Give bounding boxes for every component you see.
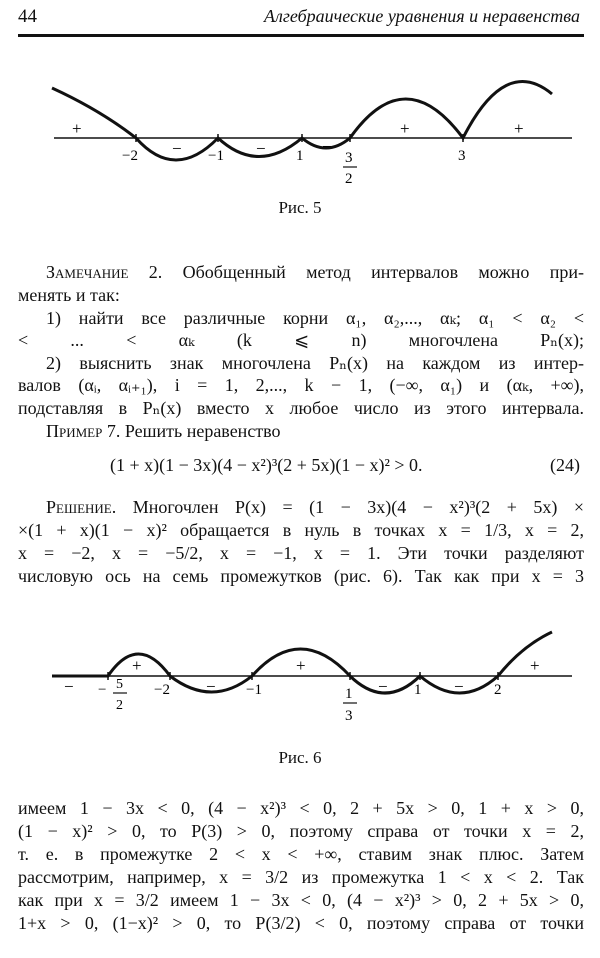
fig5-sign: − [322,137,332,156]
fig6-tick-label: 1 [345,686,353,702]
remark-line: < ... < αₖ (k ⩽ n) многочлена Pₙ(x); [18,330,584,350]
page-number: 44 [18,6,37,27]
fig5-sign: + [400,119,410,138]
figure-5-caption: Рис. 5 [278,198,322,217]
fig6-sign: − [206,677,216,696]
fig5-tick-label: −1 [208,148,224,164]
fig6-tick-label: −2 [154,682,170,698]
fig6-sign: − [378,677,388,696]
fig5-sign: + [72,119,82,138]
fig5-tick-label: −2 [122,148,138,164]
continuation-line: рассмотрим, например, x = 3/2 из промежутка 1 < x < 2. Так [18,867,584,887]
solution-line: числовую ось на семь промежутков (рис. 6). Так как при x = 3 [18,566,584,586]
equation-number: (24) [550,455,580,475]
remark-line: 2) выяснить знак многочлена Pₙ(x) на каждом из интер- [46,353,584,373]
continuation-line: имеем 1 − 3x < 0, (4 − x²)³ < 0, 2 + 5x > 0, 1 + x > 0, [18,798,584,818]
equation-24 [18,455,584,479]
fig5-sign: − [256,139,266,158]
fig5-sign: − [172,139,182,158]
remark-line: подставляя в Pₙ(x) вместо x любое число из этого интервала. [18,398,584,418]
fig5-tick-label: 1 [296,148,304,164]
fig6-tick-label: − [98,682,107,698]
continuation-line: как при x = 3/2 имеем 1 − 3x < 0, (4 − x²)³ > 0, 2 + 5x > 0, [18,890,584,910]
fig5-tick-label: 3 [458,148,466,164]
fig6-sign: + [296,656,306,675]
fig6-sign: − [64,677,74,696]
remark-line: валов (αᵢ, αᵢ₊₁), i = 1, 2,..., k − 1, (−∞, α₁) и (αₖ, +∞), [18,375,584,395]
fig6-tick-label: 1 [414,682,422,698]
equation-body: (1 + x)(1 − 3x)(4 − x²)³(2 + 5x)(1 − x)² > 0. [110,455,423,475]
fig6-sign: + [132,656,142,675]
remark-line: Замечание 2. Обобщенный метод интервалов можно при- [46,262,585,282]
solution-heading: Решение. [46,497,117,517]
fig6-sign: − [454,677,464,696]
continuation-line: т. е. в промежутке 2 < x < +∞, ставим знак плюс. Затем [18,844,584,864]
fig6-tick-label: 2 [494,682,502,698]
remark-line: менять и так: [18,285,120,305]
continuation-line: (1 − x)² > 0, то P(3) > 0, поэтому справа от точки x = 2, [18,821,584,841]
example-line: Пример 7. Решить неравенство [46,421,281,441]
fig6-sign: + [530,656,540,675]
fig6-tick-label: 2 [116,698,123,713]
fig5-tick-label: 2 [345,171,353,187]
continuation-line: 1+x > 0, (1−x)² > 0, то P(3/2) < 0, поэтому справа от точки [18,913,584,933]
fig5-tick-label: 3 [345,150,353,166]
figure-6 [0,622,600,732]
fig6-tick-label: 5 [116,677,123,692]
fig5-sign: + [514,119,524,138]
fig6-tick-label: −1 [246,682,262,698]
running-title: Алгебраические уравнения и неравенства [263,6,580,26]
figure-5 [0,70,600,195]
remark-line: 1) найти все различные корни α₁, α₂,..., αₖ; α₁ < α₂ < [46,308,584,328]
remark-heading: Замечание 2. [46,262,163,282]
solution-line: Решение. Многочлен P(x) = (1 − 3x)(4 − x²)³(2 + 5x) × [46,497,584,517]
example-heading: Пример 7. [46,421,121,441]
solution-line: x = −2, x = −5/2, x = −1, x = 1. Эти точки разделяют [18,543,584,563]
solution-line: ×(1 + x)(1 − x)² обращается в нуль в точках x = 1/3, x = 2, [18,520,584,540]
page-header [18,6,584,32]
fig6-tick-label: 3 [345,708,353,724]
header-rule [18,34,584,37]
figure-6-caption: Рис. 6 [278,748,322,767]
